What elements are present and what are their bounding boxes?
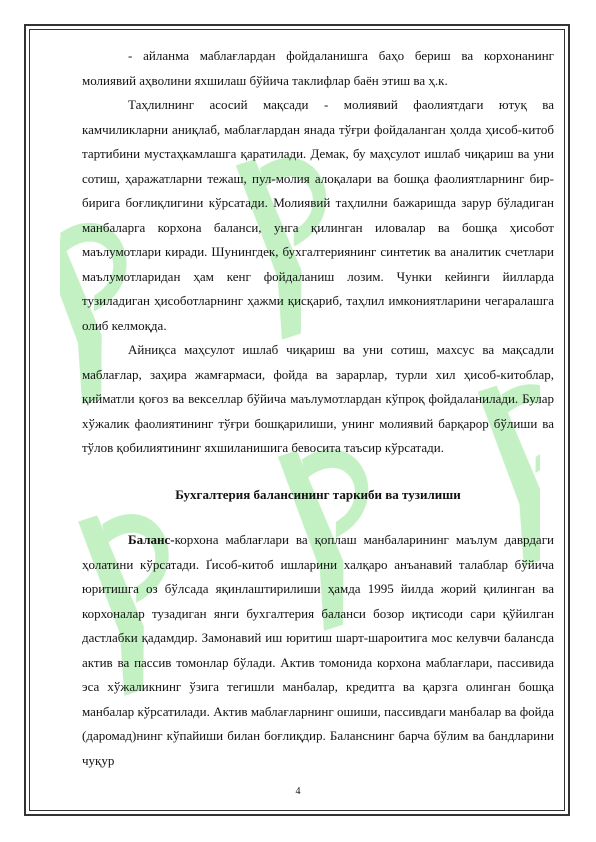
balance-definition: корхона маблағлари ва қоплаш манбаларининг маълум даврдаги ҳолатини кўрсатади. Ґисоб-китоб ишларини халқаро анъанавий талаблар бўйича юритишга оз бўлсада яқинлаштирилиши ҳамда 1995 йилда жорий қилинган ва корхоналар тузадиган янги бухгалтерия баланси бозор иқтисоди сари қўйилган дастлабки қадамдир. Замонавий иш юритиш шарт-шароитига мос келувчи балансда актив ва пассив томонлар бўлади. Актив томонида корхона маблағлари, пассивида эса хўжаликнинг ўзига тегишли манбалар, кредитга ва қарзга олинган бошқа манбалар кўрсатилади. Актив маблағларнинг ошиши, пассивдаги манбалар ва фойда (даромад)нинг кўпайиши билан боғлиқдир. Баланснинг барча бўлим ва бандларини чуқур <box>82 532 554 768</box>
page-number: 4 <box>295 786 301 797</box>
paragraph-balance <box>82 528 554 773</box>
paragraph: Айниқса маҳсулот ишлаб чиқариш ва уни сотиш, махсус ва мақсадли маблағлар, заҳира жамғармаси, фойда ва зарарлар, турли хил ҳисоб-китоблар, қийматли қоғоз ва векселлар бўйича маълумотлардан кўпроқ фойдаланилади. Булар хўжалик фаолиятининг тўғри бошқарилиши, унинг молиявий барқарор бўлиши ва тўлов қобилиятининг яхшиланишига бевосита таъсир кўрсатади. <box>82 342 554 455</box>
section-heading: Бухгалтерия балансининг таркиби ва тузилиши <box>175 486 461 502</box>
balance-term: Баланс- <box>128 532 175 547</box>
paragraph: Таҳлилнинг асосий мақсади - молиявий фаолиятдаги ютуқ ва камчиликларни аниқлаб, маблағлардан янада тўғри фойдаланган ҳолда ҳисоб-китоб тартибини мустаҳкамлашга қаратилади. Демак, бу маҳсулот ишлаб чиқариш ва уни сотиш, ҳаражатларни тежаш, пул-молия алоқалари ва бошқа фаолиятларнинг бир-бирига боғлиқлигини кўрсатади. Молиявий таҳлилни бажаришда зарур бўладиган манбаларга корхона баланси, унга қилинган иловалар ва бошқа ҳисобот маълумотлари киради. Шунингдек, бухгалтериянинг синтетик ва аналитик счетлари маълумотларидан ҳам кенг фойдаланиш лозим. Чунки кейинги йилларда тузиладиган ҳисоботларнинг ҳажми қисқариб, таҳлил имкониятларини чегаралашга олиб келмоқда. <box>82 97 554 333</box>
document-body <box>82 44 554 773</box>
paragraph: - айланма маблағлардан фойдаланишга баҳо бериш ва корхонанинг молиявий аҳволини яхшилаш бўйича таклифлар баён этиш ва ҳ.к. <box>82 48 554 88</box>
